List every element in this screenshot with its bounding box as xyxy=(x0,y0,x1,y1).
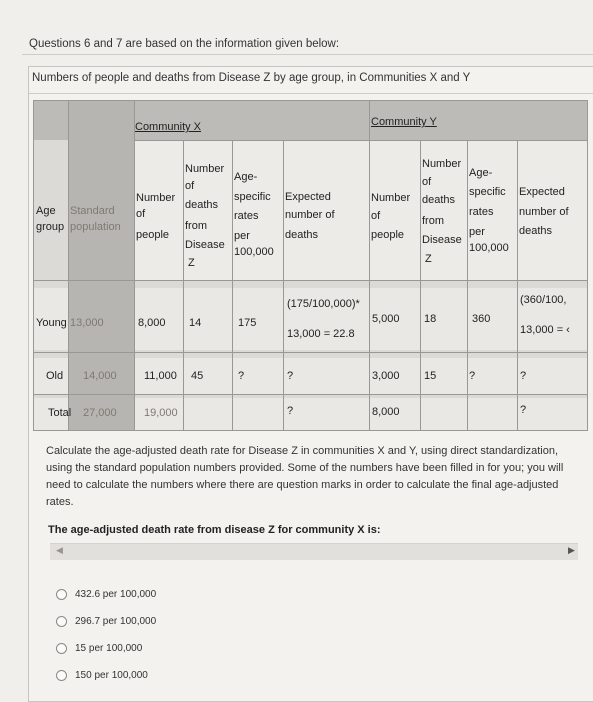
grid-line xyxy=(134,100,135,430)
answer-label: 150 per 100,000 xyxy=(75,670,148,681)
header-x-number-deaths: Disease xyxy=(185,239,225,251)
header-y-number-people: Number xyxy=(371,192,411,204)
row-young-x-expected: (175/100,000)* xyxy=(287,298,360,310)
row-total-age: Total xyxy=(48,407,72,419)
answer-option[interactable] xyxy=(56,616,156,627)
answer-option[interactable] xyxy=(56,589,156,600)
row-total-x-expected: ? xyxy=(287,405,294,417)
row-total-standard: 27,000 xyxy=(83,407,117,419)
header-y-number-deaths: Number xyxy=(422,158,462,170)
header-x-age-rates: per xyxy=(234,230,250,242)
header-x-age-rates: specific xyxy=(234,191,271,203)
row-young-x-people: 8,000 xyxy=(138,317,166,329)
row-total-y-expected: ? xyxy=(520,404,527,416)
row-old-standard: 14,000 xyxy=(83,370,117,382)
intro-text: Questions 6 and 7 are based on the information given below: xyxy=(29,38,340,50)
row-young-x-expected: 13,000 = 22.8 xyxy=(287,328,355,340)
row-old-age: Old xyxy=(46,370,64,382)
row-old-x-rate: ? xyxy=(238,370,245,382)
grid-line xyxy=(232,140,233,430)
divider xyxy=(29,93,593,94)
header-x-expected: number of xyxy=(285,209,335,221)
header-community-x: Community X xyxy=(135,121,202,133)
grid-line xyxy=(183,140,184,430)
header-group: group xyxy=(36,221,65,233)
row-old-y-rate: ? xyxy=(469,370,476,382)
header-y-expected: number of xyxy=(519,206,569,218)
header-age: Age xyxy=(36,205,56,217)
row-old-y-deaths: 15 xyxy=(424,370,437,382)
row-old-y-people: 3,000 xyxy=(372,370,400,382)
grid-line xyxy=(587,100,588,430)
header-y-age-rates: rates xyxy=(469,206,494,218)
table-title: Numbers of people and deaths from Disease Z by age group, in Communities X and Y xyxy=(32,72,471,84)
row-young-standard: 13,000 xyxy=(70,317,104,329)
answer-label: 15 per 100,000 xyxy=(75,643,143,654)
radio-button[interactable] xyxy=(56,589,67,600)
grid-line xyxy=(369,100,370,430)
row-old-y-expected: ? xyxy=(520,370,527,382)
header-x-expected: deaths xyxy=(285,229,319,241)
header-x-expected: Expected xyxy=(285,191,331,203)
grid-line xyxy=(134,140,588,141)
grid-line xyxy=(420,140,421,430)
header-y-age-rates: specific xyxy=(469,186,506,198)
row-young-age: Young xyxy=(36,317,67,329)
answer-option[interactable] xyxy=(56,670,148,681)
answer-label: 432.6 per 100,000 xyxy=(75,589,157,600)
header-y-number-people: of xyxy=(371,210,381,222)
row-young-y-expected: 13,000 = ‹ xyxy=(520,324,570,336)
radio-button[interactable] xyxy=(56,616,67,627)
header-x-age-rates: rates xyxy=(234,210,259,222)
row-old-x-deaths: 45 xyxy=(191,370,204,382)
triangle-left-icon[interactable]: ◀ xyxy=(56,545,63,555)
header-population: population xyxy=(70,221,121,233)
header-y-number-deaths: Disease xyxy=(422,234,462,246)
header-x-number-people: people xyxy=(136,229,170,241)
header-x-number-deaths: Z xyxy=(188,257,195,269)
header-community-y: Community Y xyxy=(371,116,437,128)
header-x-number-deaths: Number xyxy=(185,163,225,175)
row-total-x-people: 19,000 xyxy=(144,407,178,419)
question-text: The age-adjusted death rate from disease Z for community X is: xyxy=(48,524,381,536)
header-x-number-deaths: of xyxy=(185,180,195,192)
divider xyxy=(22,54,593,55)
grid-line xyxy=(33,352,588,353)
row-young-y-expected: (360/100, xyxy=(520,294,567,306)
header-y-number-people: people xyxy=(371,229,405,241)
header-y-number-deaths: deaths xyxy=(422,194,456,206)
grid-line xyxy=(283,140,284,430)
header-x-number-people: Number xyxy=(136,192,176,204)
horizontal-scrollbar[interactable] xyxy=(50,543,578,560)
header-y-expected: Expected xyxy=(519,186,565,198)
header-y-age-rates: 100,000 xyxy=(469,242,509,254)
row-young-x-rate: 175 xyxy=(238,317,257,329)
header-x-number-deaths: deaths xyxy=(185,199,219,211)
header-y-number-deaths: Z xyxy=(425,253,432,265)
grid-line xyxy=(33,430,588,431)
header-x-age-rates: 100,000 xyxy=(234,246,274,258)
header-y-expected: deaths xyxy=(519,225,553,237)
grid-line xyxy=(467,140,468,430)
header-y-number-deaths: of xyxy=(422,176,432,188)
answer-label: 296.7 per 100,000 xyxy=(75,616,157,627)
row-young-y-deaths: 18 xyxy=(424,313,437,325)
header-y-age-rates: Age- xyxy=(469,167,493,179)
row-total-y-people: 8,000 xyxy=(372,406,400,418)
header-x-number-deaths: from xyxy=(185,220,207,232)
header-x-age-rates: Age- xyxy=(234,171,258,183)
answer-option[interactable] xyxy=(56,643,142,654)
header-standard: Standard xyxy=(70,205,115,217)
header-y-number-deaths: from xyxy=(422,215,444,227)
triangle-right-icon[interactable]: ▶ xyxy=(568,545,575,555)
row-old-x-people: 11,000 xyxy=(144,370,177,382)
grid-line xyxy=(68,100,69,430)
grid-line xyxy=(33,280,588,281)
radio-button[interactable] xyxy=(56,670,67,681)
row-young-y-people: 5,000 xyxy=(372,313,400,325)
grid-line xyxy=(33,100,588,101)
grid-line xyxy=(33,100,34,430)
radio-button[interactable] xyxy=(56,643,67,654)
grid-line xyxy=(33,394,588,395)
row-young-x-deaths: 14 xyxy=(189,317,202,329)
instructions-text: Calculate the age-adjusted death rate for Disease Z in communities X and Y, using direct standardization, using the standard population numbers provided. Some of the numbers have been filled in for you; you will need to calculate the numbers where there are question marks in order to calculate the final age-adjusted rates. xyxy=(46,445,564,508)
header-x-number-people: of xyxy=(136,208,146,220)
grid-line xyxy=(517,140,518,430)
row-old-x-expected: ? xyxy=(287,370,294,382)
row-young-y-rate: 360 xyxy=(472,313,491,325)
header-y-age-rates: per xyxy=(469,226,485,238)
